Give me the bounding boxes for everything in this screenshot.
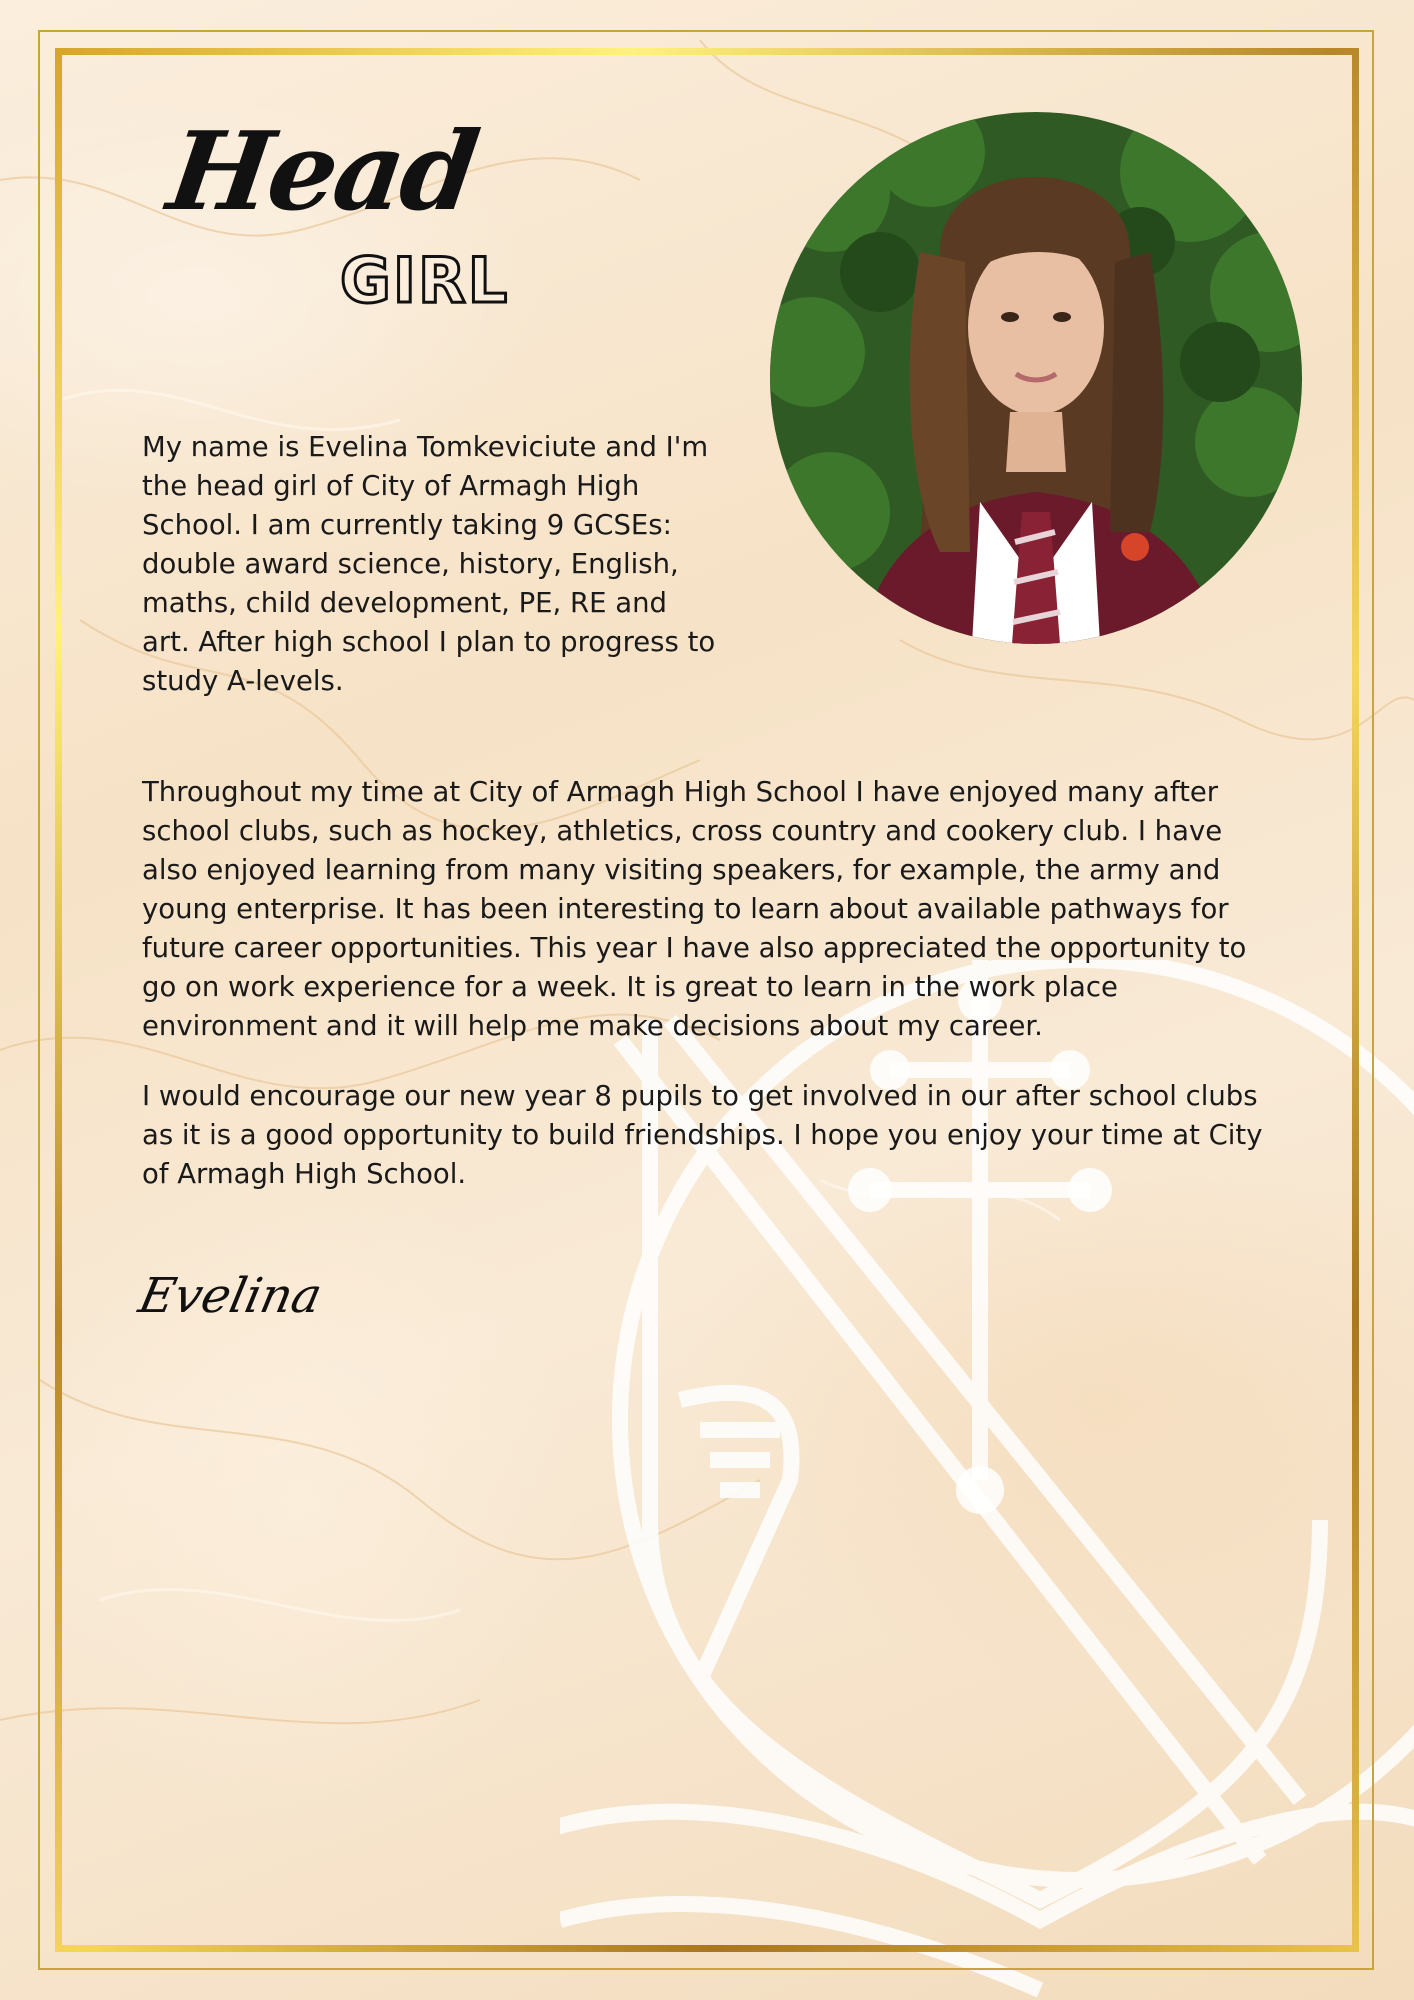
encouragement-paragraph: I would encourage our new year 8 pupils to get involved in our after school clubs as it is a good opportunity to build friendships. I hope you enjoy your time at City of Armagh High School. [142,1080,1263,1190]
title-girl: GIRL [340,244,510,317]
title-head: Head [161,109,484,235]
signature: Evelina [134,1268,327,1324]
clubs-paragraph: Throughout my time at City of Armagh High School I have enjoyed many after school clubs, such as hockey, athletics, cross country and cookery club. I have also enjoyed learning from many visiting speakers, for example, the army and young enterprise. It has been interesting to learn about available pathways for future career opportunities. This year I have also appreciated the opportunity to go on work experience for a week. It is great to learn in the work place environment and it will help me make decisions about my career. [142,776,1247,1042]
portrait-illustration [770,112,1302,644]
portrait-photo [770,112,1302,644]
intro-paragraph: My name is Evelina Tomkeviciute and I'm the head girl of City of Armagh High School. I am currently taking 9 GCSEs: double award science, history, English, maths, child development, PE, RE and art. After high school I plan to progress to study A-levels. [142,431,716,697]
